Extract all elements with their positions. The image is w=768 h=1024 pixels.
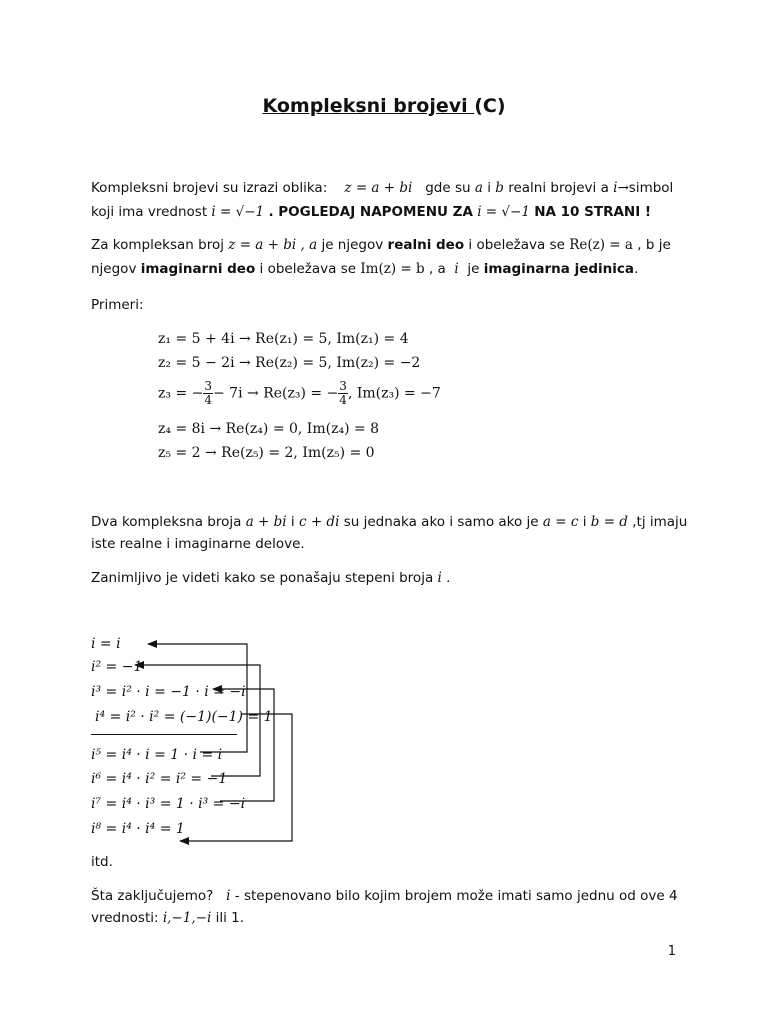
def2-formula-1: Im(z) = b (360, 261, 425, 277)
fraction-1-num: 3 (204, 379, 212, 393)
conclusion-var: i (226, 888, 231, 904)
equal-formula-1: a + bi (245, 514, 287, 530)
intro-var-b: b (495, 180, 504, 196)
equal-text-a: Dva kompleksna broja (91, 514, 242, 530)
example-2: z₂ = 5 − 2i → Re(z₂) = 5, Im(z₂) = −2 (158, 355, 421, 371)
example-1: z₁ = 5 + 4i → Re(z₁) = 5, Im(z₁) = 4 (158, 331, 409, 347)
conclusion2-formula: i,−1,−i (162, 910, 212, 926)
power-7: i⁷ = i⁴ · i³ = 1 · i³ = −i (91, 796, 246, 812)
intro2-formula: i = √−1 (211, 204, 265, 220)
fraction-2-den: 4 (339, 393, 347, 407)
arrow-i7-to-i3 (213, 689, 274, 801)
equal-text-c: ,tj imaju (632, 514, 688, 530)
conclusion-line-2 (91, 906, 244, 930)
def2-bold-imaginarni: imaginarni deo (140, 261, 256, 277)
def2-text-d: je (467, 261, 480, 277)
fraction-1-den: 4 (204, 393, 212, 407)
def2-text-a: njegov (91, 261, 137, 277)
arrow-i5-to-i1 (148, 644, 247, 752)
conclusion2-text-a: vrednosti: (91, 910, 159, 926)
power-5: i⁵ = i⁴ · i = 1 · i = i (91, 747, 223, 763)
conclusion-text-b: - stepenovano bilo kojim brojem može imati samo jednu od ove 4 (234, 888, 678, 904)
equal-text-b: su jednaka ako i samo ako je (343, 514, 539, 530)
def2-text-c: , a (428, 261, 446, 277)
equal-text-i: i (290, 514, 295, 530)
equal-text-i2: i (582, 514, 587, 530)
def-text-a: Za kompleksan broj (91, 237, 224, 253)
equal-formula-2: c + di (298, 514, 340, 530)
arrow-i6-to-i2 (135, 665, 260, 776)
title-main: Kompleksni brojevi (262, 95, 475, 117)
power-4: i⁴ = i² · i² = (−1)(−1) = 1 (95, 709, 273, 725)
conclusion2-text-b: ili 1. (215, 910, 245, 926)
intro2-text-a: koji ima vrednost (91, 204, 208, 220)
intro-var-i: i (613, 180, 618, 196)
example-4: z₄ = 8i → Re(z₄) = 0, Im(z₄) = 8 (158, 421, 380, 437)
power-1: i = i (91, 636, 121, 652)
fraction-2-num: 3 (339, 379, 347, 393)
power-6: i⁶ = i⁴ · i² = i² = −1 (91, 771, 228, 787)
def-text-d: , b je (637, 237, 671, 253)
def-formula-1: z = a + bi , (228, 237, 305, 253)
example-3-part-a: z₃ = − (158, 385, 204, 402)
def2-bold-jedinica: imaginarna jedinica (483, 261, 635, 277)
def-formula-2: a (309, 237, 318, 253)
def-formula-3: Re(z) = a (569, 237, 633, 253)
power-2: i² = −1 (91, 659, 143, 675)
def-text-b: je njegov (321, 237, 384, 253)
intro-text-a: Kompleksni brojevi su izrazi oblika: (91, 180, 328, 196)
powers-intro-var: i (437, 570, 442, 586)
arrow-i4-to-i8 (180, 714, 292, 841)
conclusion-line-1 (91, 884, 678, 908)
intro-text-d: simbol (628, 180, 674, 196)
primeri-label: Primeri: (91, 297, 144, 313)
def-bold-realni: realni deo (387, 237, 465, 253)
intro-text-i: i (487, 180, 491, 196)
power-8: i⁸ = i⁴ · i⁴ = 1 (91, 821, 185, 837)
conclusion-question: Šta zaključujemo? (91, 888, 214, 904)
example-5: z₅ = 2 → Re(z₅) = 2, Im(z₅) = 0 (158, 445, 375, 461)
intro-text-c: realni brojevi a (508, 180, 609, 196)
page-number: 1 (667, 944, 676, 959)
equal-formula-4: b = d (590, 514, 628, 530)
def2-text-e: . (634, 261, 639, 277)
title-suffix: (C) (474, 95, 506, 117)
def2-text-b: i obeležava se (259, 261, 357, 277)
intro-var-a: a (474, 180, 483, 196)
example-3-part-b: − 7i → Re(z₃) = − (213, 385, 339, 402)
powers-intro-text: Zanimljivo je videti kako se ponašaju stepeni broja (91, 570, 434, 586)
intro-formula: z = a + bi (344, 180, 413, 196)
itd-text: itd. (91, 854, 113, 870)
intro2-bold-note: . POGLEDAJ NAPOMENU ZA (268, 204, 473, 220)
powers-intro-dot: . (446, 570, 451, 586)
equal-formula-3: a = c (542, 514, 579, 530)
def2-formula-2: i (454, 261, 459, 277)
def-text-c: i obeležava se (468, 237, 565, 253)
intro2-formula-2: i = √−1 (477, 204, 530, 220)
arrow-icon: → (617, 180, 629, 196)
equal-line-2: iste realne i imaginarne delove. (91, 536, 305, 552)
intro2-bold-strana: NA 10 STRANI ! (534, 204, 652, 220)
intro-text-b: gde su (425, 180, 471, 196)
power-3: i³ = i² · i = −1 · i = −i (91, 684, 246, 700)
example-3-part-c: , Im(z₃) = −7 (347, 385, 441, 402)
